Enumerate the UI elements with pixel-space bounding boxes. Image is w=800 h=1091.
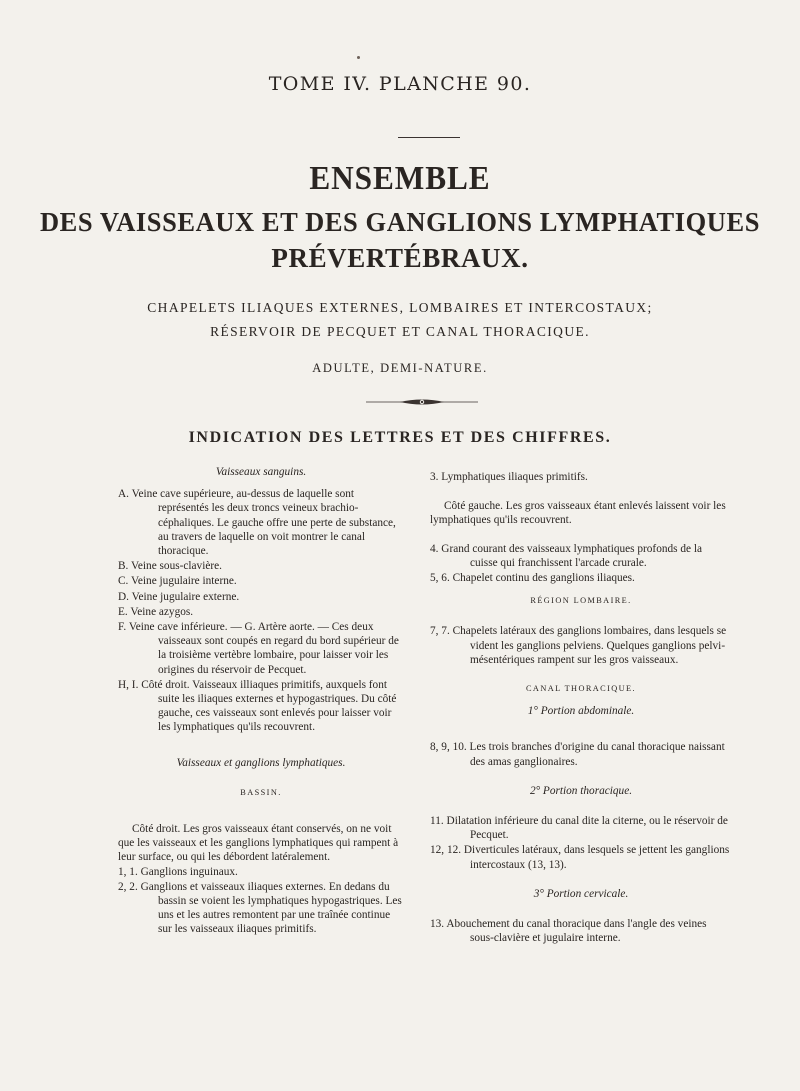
legend-entry-b [118, 559, 404, 573]
legend-entry-11 [430, 814, 732, 842]
entry-text: Lymphatiques iliaques primitifs. [441, 471, 588, 483]
entry-key: D. [118, 590, 132, 603]
entry-key: 5, 6. [430, 572, 453, 585]
legend-entry-2 [118, 880, 404, 937]
vaisseaux-sanguins-heading: Vaisseaux sanguins. [215, 466, 307, 478]
entry-text: Chapelets latéraux des ganglions lombaires, dans lesquels se vident les ganglions pelviens. Quelques ganglions pelvi-mésentériques rampent sur les gros vaisseaux. [452, 625, 727, 666]
entry-text: Abouchement du canal thoracique dans l'angle des veines sous-clavière et jugulaire interne. [446, 918, 707, 945]
legend-entry-5-6 [430, 571, 732, 585]
legend-entry-12 [430, 843, 732, 871]
entry-text: Les trois branches d'origine du canal thoracique naissant des amas ganglionaires. [469, 741, 725, 768]
region-lombaire-heading: RÉGION LOMBAIRE. [530, 596, 632, 606]
entry-key: F. [118, 621, 129, 634]
entry-key: A. [118, 488, 132, 501]
entry-text: Veine azygos. [130, 605, 194, 618]
portion-thoracique-heading: 2° Portion thoracique. [529, 784, 633, 797]
entry-key: 13. [430, 918, 447, 931]
left-column [118, 465, 404, 938]
legend-entry-hi [118, 678, 404, 735]
entry-text: Dilatation inférieure du canal dite la citerne, ou le réservoir de Pecquet. [446, 815, 728, 842]
entry-key: C. [118, 575, 131, 588]
entry-key: 1, 1. [118, 865, 141, 878]
title-line-2: DES VAISSEAUX ET DES GANGLIONS LYMPHATIQUES [39, 207, 761, 237]
legend-entry-d [118, 590, 404, 604]
entry-key: 7, 7. [430, 625, 453, 638]
legend-entry-13 [430, 917, 732, 945]
subtitle-line-1: CHAPELETS ILIAQUES EXTERNES, LOMBAIRES ET INTERCOSTAUX; [147, 300, 653, 315]
entry-key: H, I. [118, 678, 142, 691]
entry-text: Côté droit. Vaisseaux illiaques primitifs, auxquels font suite les iliaques externes et hypogastriques. Du côté gauche, ces vaisseaux sont enlevés pour laisser voir les lymphatiques qu'ils recouvrent. [141, 678, 397, 734]
right-column [430, 470, 732, 946]
entry-text: Diverticules latéraux, dans lesquels se jettent les ganglions intercostaux (13, 13). [463, 844, 730, 871]
legend-entry-8-9-10 [430, 740, 732, 768]
entry-key: 11. [430, 815, 447, 828]
portion-abdominale-heading: 1° Portion abdominale. [527, 705, 635, 718]
entry-text: Chapelet continu des ganglions iliaques. [452, 572, 635, 585]
ornament-divider [366, 397, 478, 407]
main-title: ENSEMBLE [309, 160, 491, 197]
legend-entry-7 [430, 624, 732, 667]
legend-entry-1 [118, 865, 404, 879]
subtitle-line-3: ADULTE, DEMI-NATURE. [312, 361, 488, 375]
subtitle-line-2: RÉSERVOIR DE PECQUET ET CANAL THORACIQUE. [210, 324, 590, 339]
entry-text: Veine jugulaire externe. [131, 590, 240, 603]
entry-key: B. [118, 560, 131, 573]
legend-entry-a [118, 487, 404, 558]
entry-key: E. [118, 605, 131, 618]
bassin-intro: Côté droit. Les gros vaisseaux étant conservés, on ne voit que les vaisseaux et les ganglions lymphatiques qui rampent à leur surface, ou qui les débordent latéralement. [118, 823, 399, 864]
entry-key: 2, 2. [118, 880, 141, 893]
entry-text: Veine jugulaire interne. [130, 575, 237, 588]
entry-text: Ganglions inguinaux. [140, 865, 238, 878]
bassin-heading: BASSIN. [240, 787, 282, 797]
portion-cervicale-heading: 3° Portion cervicale. [533, 887, 629, 900]
legend-entry-3 [430, 470, 732, 484]
legend-entry-e [118, 605, 404, 619]
entry-key: 3. [430, 471, 442, 483]
legend-entry-4 [430, 542, 732, 570]
tome-heading: TOME IV. PLANCHE 90. [268, 73, 532, 95]
indication-heading: INDICATION DES LETTRES ET DES CHIFFRES. [188, 429, 612, 446]
entry-text: Veine cave inférieure. — G. Artère aorte. — Ces deux vaisseaux sont coupés en regard du bord supérieur de la troisième vertèbre lombaire, pour laisser voir les origines du réservoir de Pecquet. [128, 621, 399, 676]
entry-text: Ganglions et vaisseaux iliaques externes. En dedans du bassin se voient les lymphatiques hypogastriques. Les uns et les autres remontent par une traînée continue sur les vaisseaux iliaques primitifs. [140, 880, 402, 936]
entry-key: 4. [430, 542, 442, 555]
legend-entry-c [118, 574, 404, 588]
lymphatiques-heading: Vaisseaux et ganglions lymphatiques. [176, 756, 346, 769]
entry-text: Grand courant des vaisseaux lymphatiques profonds de la cuisse qui franchissent l'arcade crurale. [441, 542, 702, 569]
entry-key: 8, 9, 10. [430, 741, 470, 754]
cote-gauche-text: Côté gauche. Les gros vaisseaux étant enlevés laissent voir les lymphatiques qu'ils recouvrent. [430, 500, 726, 527]
entry-text: Veine sous-clavière. [130, 560, 222, 573]
legend-entry-f [118, 620, 404, 677]
speck-mark [357, 56, 360, 59]
canal-thoracique-heading: CANAL THORACIQUE. [526, 684, 636, 694]
short-divider [398, 137, 460, 138]
title-line-3: PRÉVERTÉBRAUX. [271, 243, 529, 273]
entry-text: Veine cave supérieure, au-dessus de laquelle sont représentés les deux troncs veineux brachio-céphaliques. Le gauche offre une perte de substance, au travers de laquelle on voit montrer le canal thoracique. [131, 488, 396, 558]
entry-key: 12, 12. [430, 844, 464, 857]
